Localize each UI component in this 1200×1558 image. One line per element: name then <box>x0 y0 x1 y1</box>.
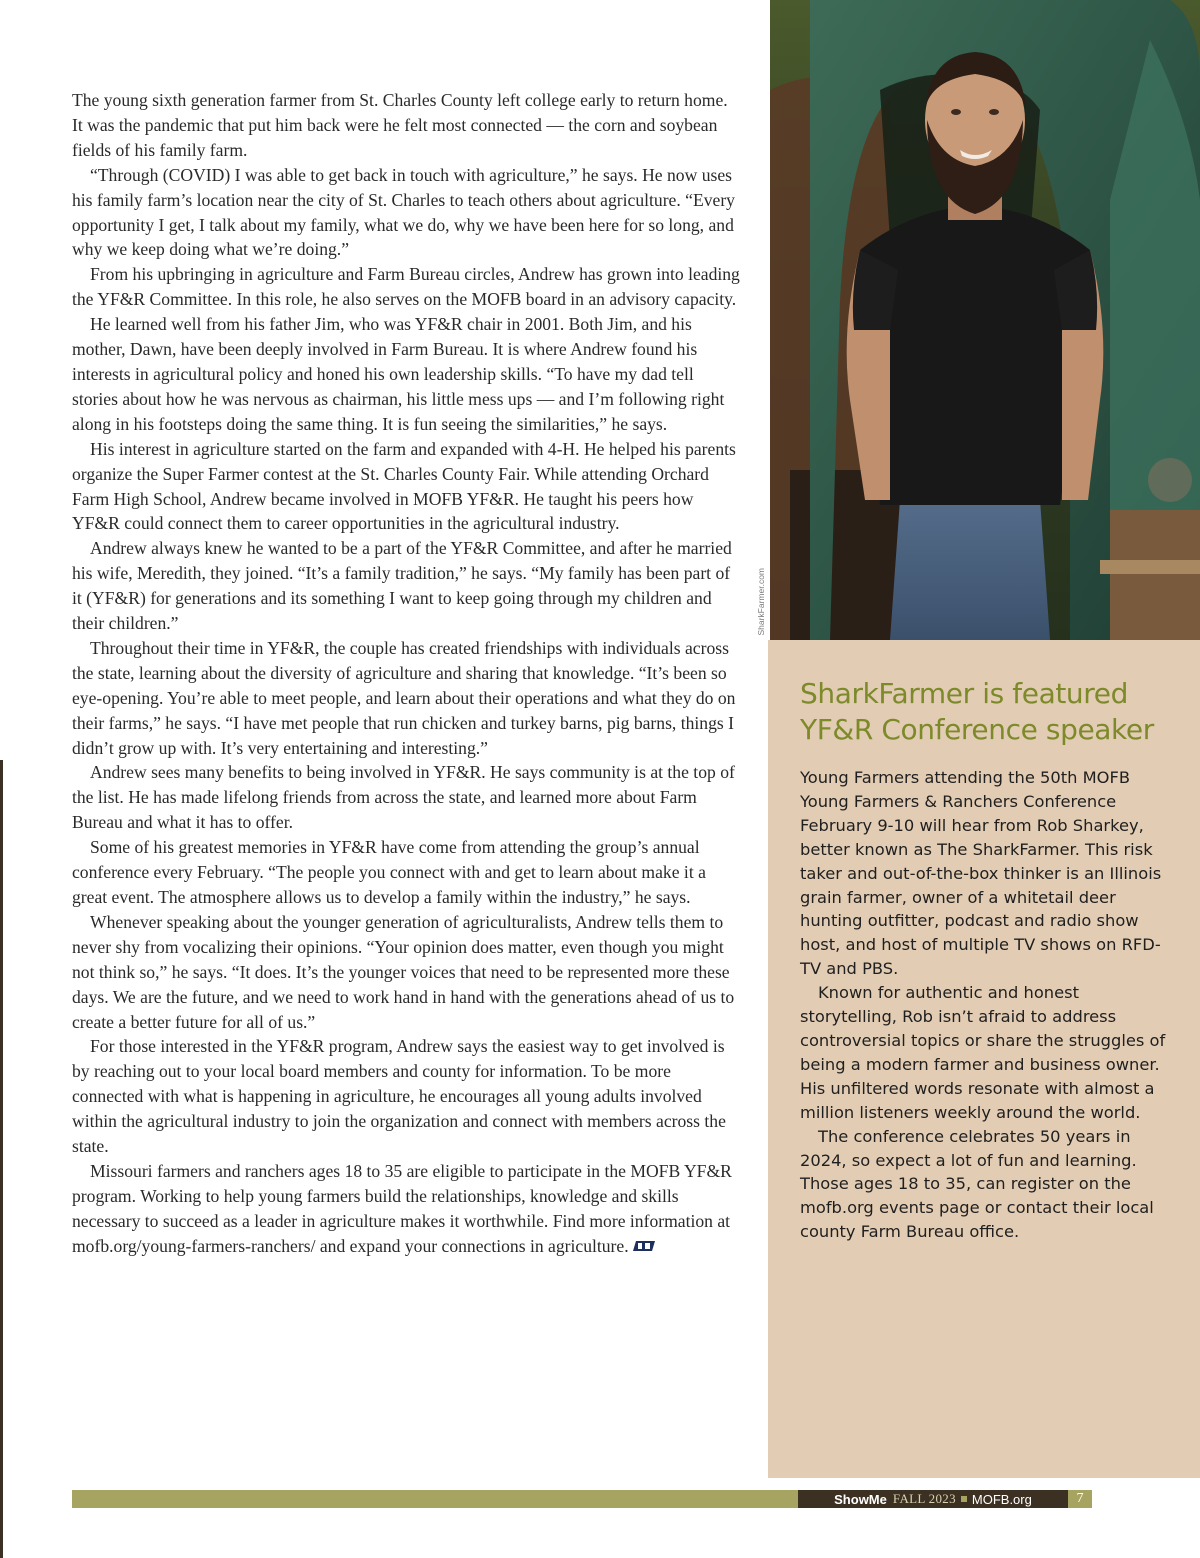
article-paragraph: For those interested in the YF&R program, Andrew says the easiest way to get involved is by reaching out to your local board members and county for information. To be more connected with what is happening in agriculture, he encourages all young adults involved within the agricultural industry to join the organization and connect with members across the state. <box>72 1036 726 1157</box>
portrait-photo <box>770 0 1200 640</box>
article-paragraph: Throughout their time in YF&R, the couple has created friendships with individuals across the state, learning about the diversity of agriculture and sharing that knowledge. “It’s been so eye-opening. You’re able to meet people, and learn about their operations and what they do on their farms,” he says. “I have met people that run chicken and turkey barns, pig barns, things I didn’t grow up with. It’s very entertaining and interesting.” <box>72 637 736 758</box>
article-paragraph: Andrew sees many benefits to being involved in YF&R. He says community is at the top of the list. He has made lifelong friends from across the state, and learned more about Farm Bureau and what it has to offer. <box>72 762 735 833</box>
article-paragraph: Andrew always knew he wanted to be a part of the YF&R Committee, and after he married his wife, Meredith, they joined. “It’s a family tradition,” he says. “My family has been part of it (YF&R) for generations and its something I want to keep going through my children and their children.” <box>72 538 732 634</box>
sidebar-title: SharkFarmer is featured YF&R Conference speaker <box>800 677 1154 746</box>
portrait-illustration <box>770 0 1200 640</box>
footer-brand: ShowMe <box>834 1491 887 1507</box>
article-paragraph: “Through (COVID) I was able to get back in touch with agriculture,” he says. He now uses his family farm’s location near the city of St. Charles to teach others about agriculture. “Every opportunity I get, I talk about my family, what we do, why we have been here for so long, and why we keep doing what we’re doing.” <box>72 164 735 260</box>
photo-credit: SharkFarmer.com <box>756 568 766 636</box>
article-paragraph-text: Missouri farmers and ranchers ages 18 to 35 are eligible to participate in the MOFB YF&R program. Working to help young farmers build the relationships, knowledge and skills necessary to succeed as a leader in agriculture makes it worthwhile. Find more information at mofb.org/young-farmers-ranchers/ and expand your connections in agriculture. <box>72 1160 732 1256</box>
article-body <box>72 88 740 1259</box>
article-paragraph: He learned well from his father Jim, who was YF&R chair in 2001. Both Jim, and his mother, Dawn, have been deeply involved in Farm Bureau. It is where Andrew found his interests in agricultural policy and honed his own leadership skills. “To have my dad tell stories about how he was nervous as chairman, his little mess ups — and I’m following right along in his footsteps doing the same thing. It is fun seeing the similarities,” he says. <box>72 314 725 434</box>
page-number: 7 <box>1076 1491 1084 1506</box>
sidebar-paragraph: Young Farmers attending the 50th MOFB Young Farmers & Ranchers Conference February 9-10 will hear from Rob Sharkey, better known as The SharkFarmer. This risk taker and out-of-the-box thinker is an Illinois grain farmer, owner of a whitetail deer hunting outfitter, podcast and radio show host, and host of multiple TV shows on RFD-TV and PBS. <box>800 768 1162 979</box>
sidebar-paragraph: Known for authentic and honest storytelling, Rob isn’t afraid to address controversial topics or share the struggles of being a modern farmer and business owner. His unfiltered words resonate with almost a million listeners weekly around the world. <box>800 983 1166 1122</box>
footer-masthead <box>798 1490 1068 1508</box>
sidebar-body <box>800 766 1180 1244</box>
article-paragraph: Some of his greatest memories in YF&R have come from attending the group’s annual conference every February. “The people you connect with and get to learn about make it a great event. The atmosphere allows us to develop a family within the industry,” he says. <box>72 837 706 907</box>
footer-separator-square <box>961 1496 967 1502</box>
article-last-paragraph <box>72 1159 740 1259</box>
article-paragraph: The young sixth generation farmer from St. Charles County left college early to return home. It was the pandemic that put him back were he felt most connected — the corn and soybean fields of his family farm. <box>72 90 728 160</box>
sidebar-paragraph: The conference celebrates 50 years in 2024, so expect a lot of fun and learning. Those ages 18 to 35, can register on the mofb.org events page or contact their local county Farm Bureau office. <box>800 1126 1154 1242</box>
article-paragraph: Whenever speaking about the younger generation of agriculturalists, Andrew tells them to never shy from vocalizing their opinions. “Your opinion does matter, even though you might not think so,” he says. “It does. It’s the younger voices that need to be represented more these days. We are the future, and we need to work hand in hand with the generations ahead of us to create a better future for all of us.” <box>72 911 735 1032</box>
sidebar-box <box>768 640 1200 1478</box>
article-paragraph: From his upbringing in agriculture and Farm Bureau circles, Andrew has grown into leading the YF&R Committee. In this role, he also serves on the MOFB board in an advisory capacity. <box>72 264 740 310</box>
page-edge-strip <box>0 760 3 1558</box>
footer-season: FALL 2023 <box>892 1491 956 1506</box>
article-paragraph: His interest in agriculture started on the farm and expanded with 4-H. He helped his parents organize the Super Farmer contest at the St. Charles County Fair. While attending Orchard Farm High School, Andrew became involved in MOFB YF&R. He taught his peers how YF&R could connect them to career opportunities in the agricultural industry. <box>72 438 736 534</box>
footer-site: MOFB.org <box>971 1491 1032 1507</box>
farm-bureau-logo-icon <box>633 1241 655 1251</box>
